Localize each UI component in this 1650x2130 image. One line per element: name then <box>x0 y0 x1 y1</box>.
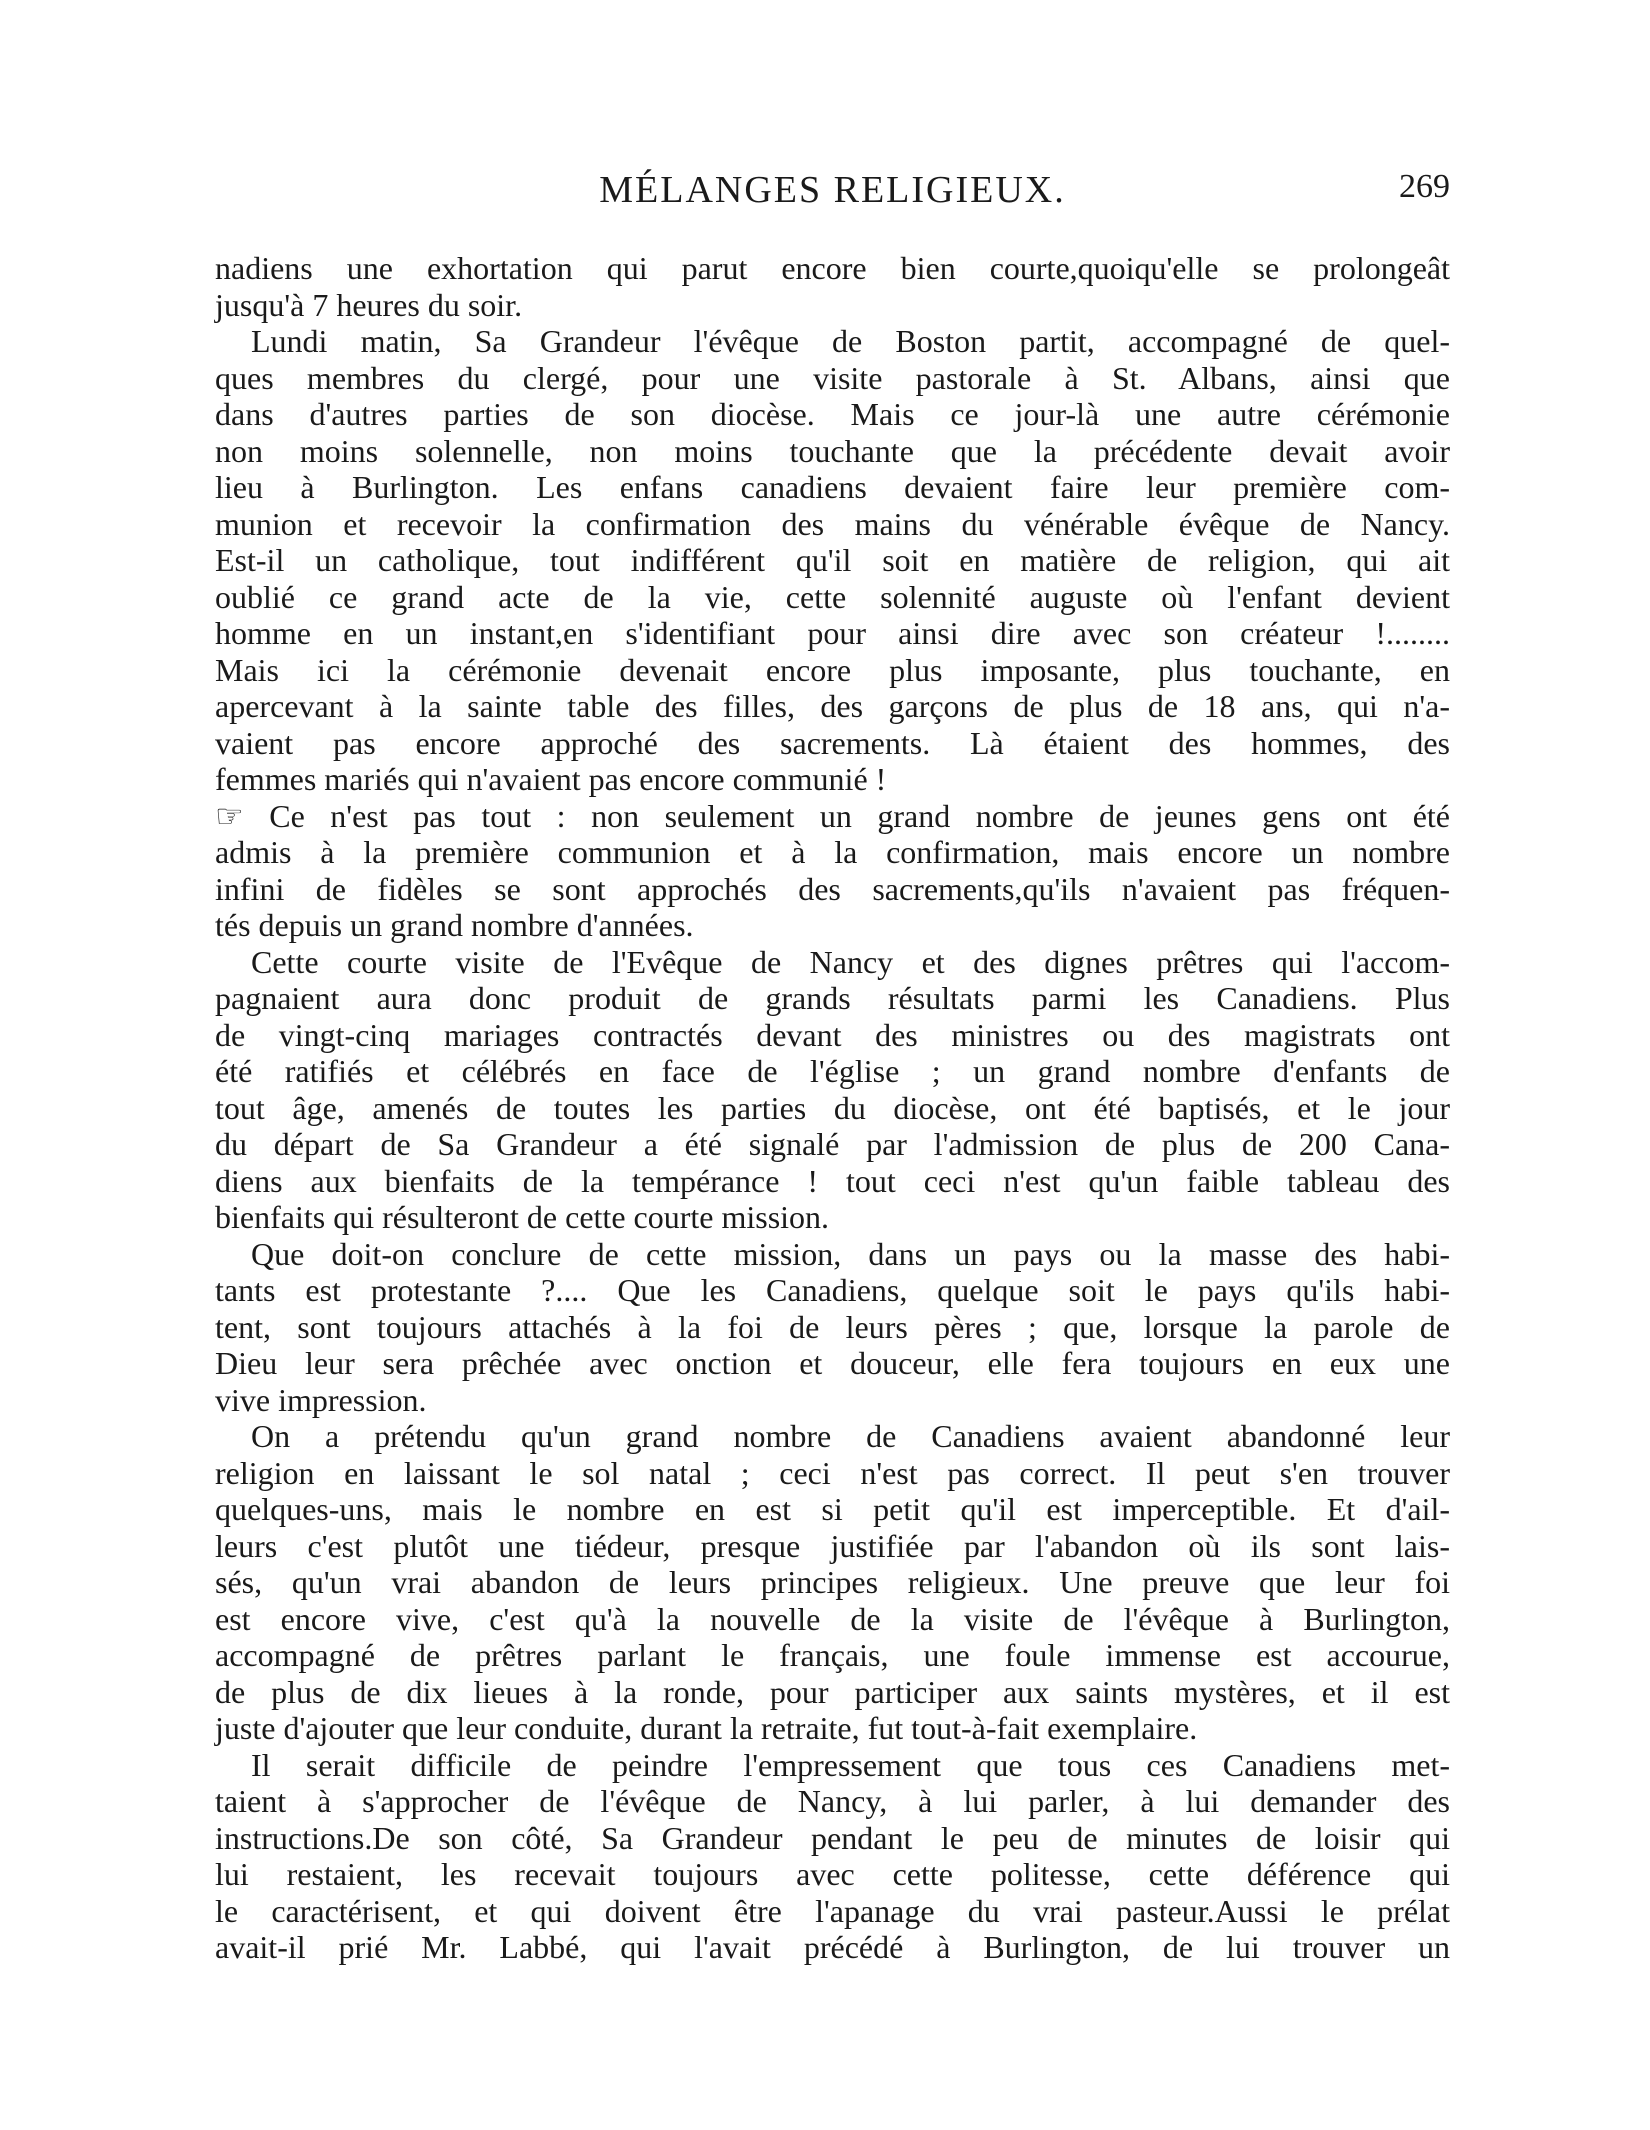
text-line: munion et recevoir la confirmation des mains du vénérable évêque de Nancy. <box>215 505 1450 542</box>
text-line: du départ de Sa Grandeur a été signalé par l'admission de plus de 200 Cana- <box>215 1126 1450 1162</box>
text-line: Lundi matin, Sa Grandeur l'évêque de Boston partit, accompagné de quel- <box>251 323 1450 359</box>
paragraph <box>215 1747 1450 1966</box>
text-line: taient à s'approcher de l'évêque de Nancy, à lui parler, à lui demander des <box>215 1783 1450 1819</box>
text-line: est encore vive, c'est qu'à la nouvelle de la visite de l'évêque à Burlington, <box>215 1600 1450 1637</box>
text-line: sés, qu'un vrai abandon de leurs principes religieux. Une preuve que leur foi <box>215 1564 1450 1600</box>
text-line: tés depuis un grand nombre d'années. <box>215 907 694 943</box>
text-line: Il serait difficile de peindre l'empressement que tous ces Canadiens met- <box>251 1746 1450 1783</box>
paragraph <box>215 250 1450 323</box>
text-line: infini de fidèles se sont approchés des sacrements,qu'ils n'avaient pas fréquen- <box>215 870 1450 907</box>
text-line: Cette courte visite de l'Evêque de Nancy et des dignes prêtres qui l'accom- <box>251 943 1450 980</box>
paragraph <box>215 798 1450 944</box>
text-line: de vingt-cinq mariages contractés devant des ministres ou des magistrats ont <box>215 1016 1450 1053</box>
text-line: tent, sont toujours attachés à la foi de leurs pères ; que, lorsque la parole de <box>215 1308 1450 1345</box>
page-number: 269 <box>1399 168 1450 205</box>
text-line: ☞ Ce n'est pas tout : non seulement un grand nombre de jeunes gens ont été <box>215 797 1450 834</box>
text-line: Dieu leur sera prêchée avec onction et douceur, elle fera toujours en eux une <box>215 1345 1450 1381</box>
text-line: dans d'autres parties de son diocèse. Mais ce jour-là une autre cérémonie <box>215 396 1450 432</box>
text-line: diens aux bienfaits de la tempérance ! tout ceci n'est qu'un faible tableau des <box>215 1162 1450 1199</box>
text-line: été ratifiés et célébrés en face de l'église ; un grand nombre d'enfants de <box>215 1053 1450 1089</box>
text-line: On a prétendu qu'un grand nombre de Canadiens avaient abandonné leur <box>251 1418 1450 1454</box>
text-line: juste d'ajouter que leur conduite, durant la retraite, fut tout-à-fait exemplaire. <box>215 1710 1198 1746</box>
text-line: accompagné de prêtres parlant le français, une foule immense est accourue, <box>215 1637 1450 1673</box>
text-line: vaient pas encore approché des sacrements. Là étaient des hommes, des <box>215 724 1450 761</box>
text-line: ques membres du clergé, pour une visite pastorale à St. Albans, ainsi que <box>215 359 1450 396</box>
text-line: bienfaits qui résulteront de cette courte mission. <box>215 1199 830 1235</box>
text-line: avait-il prié Mr. Labbé, qui l'avait précédé à Burlington, de lui trouver un <box>215 1929 1450 1965</box>
text-line: le caractérisent, et qui doivent être l'apanage du vrai pasteur.Aussi le prélat <box>215 1892 1450 1929</box>
text-line: tout âge, amenés de toutes les parties du diocèse, ont été baptisés, et le jour <box>215 1089 1450 1126</box>
text-line: nadiens une exhortation qui parut encore bien courte,quoiqu'elle se prolongeât <box>215 250 1450 286</box>
text-line: apercevant à la sainte table des filles, des garçons de plus de 18 ans, qui n'a- <box>215 688 1450 724</box>
text-line: homme en un instant,en s'identifiant pour ainsi dire avec son créateur !........ <box>215 615 1450 651</box>
text-line: tants est protestante ?.... Que les Canadiens, quelque soit le pays qu'ils habi- <box>215 1272 1450 1308</box>
text-line: non moins solennelle, non moins touchante que la précédente devait avoir <box>215 432 1450 469</box>
running-title: MÉLANGES RELIGIEUX. <box>599 169 1066 211</box>
text-line: de plus de dix lieues à la ronde, pour participer aux saints mystères, et il est <box>215 1673 1450 1710</box>
text-line: quelques-uns, mais le nombre en est si petit qu'il est imperceptible. Et d'ail- <box>215 1491 1450 1527</box>
text-line: vive impression. <box>215 1381 427 1418</box>
text-line: femmes mariés qui n'avaient pas encore communié ! <box>215 761 887 797</box>
paragraph <box>215 944 1450 1236</box>
running-head <box>215 168 1450 220</box>
text-line: Est-il un catholique, tout indifférent qu'il soit en matière de religion, qui ait <box>215 542 1450 578</box>
text-line: lieu à Burlington. Les enfans canadiens devaient faire leur première com- <box>215 469 1450 505</box>
text-line: jusqu'à 7 heures du soir. <box>215 286 523 323</box>
text-line: Que doit-on conclure de cette mission, dans un pays ou la masse des habi- <box>251 1235 1450 1272</box>
text-line: lui restaient, les recevait toujours avec cette politesse, cette déférence qui <box>215 1856 1450 1892</box>
paragraph <box>215 323 1450 798</box>
body-text <box>215 250 1450 1966</box>
paragraph <box>215 1418 1450 1747</box>
text-line: Mais ici la cérémonie devenait encore plus imposante, plus touchante, en <box>215 651 1450 688</box>
text-line: admis à la première communion et à la confirmation, mais encore un nombre <box>215 834 1450 870</box>
text-line: leurs c'est plutôt une tiédeur, presque justifiée par l'abandon où ils sont lais- <box>215 1527 1450 1564</box>
text-line: religion en laissant le sol natal ; ceci n'est pas correct. Il peut s'en trouver <box>215 1454 1450 1491</box>
text-line: pagnaient aura donc produit de grands résultats parmi les Canadiens. Plus <box>215 980 1450 1016</box>
text-line: oublié ce grand acte de la vie, cette solennité auguste où l'enfant devient <box>215 578 1450 615</box>
paragraph <box>215 1236 1450 1419</box>
text-line: instructions.De son côté, Sa Grandeur pendant le peu de minutes de loisir qui <box>215 1819 1450 1856</box>
